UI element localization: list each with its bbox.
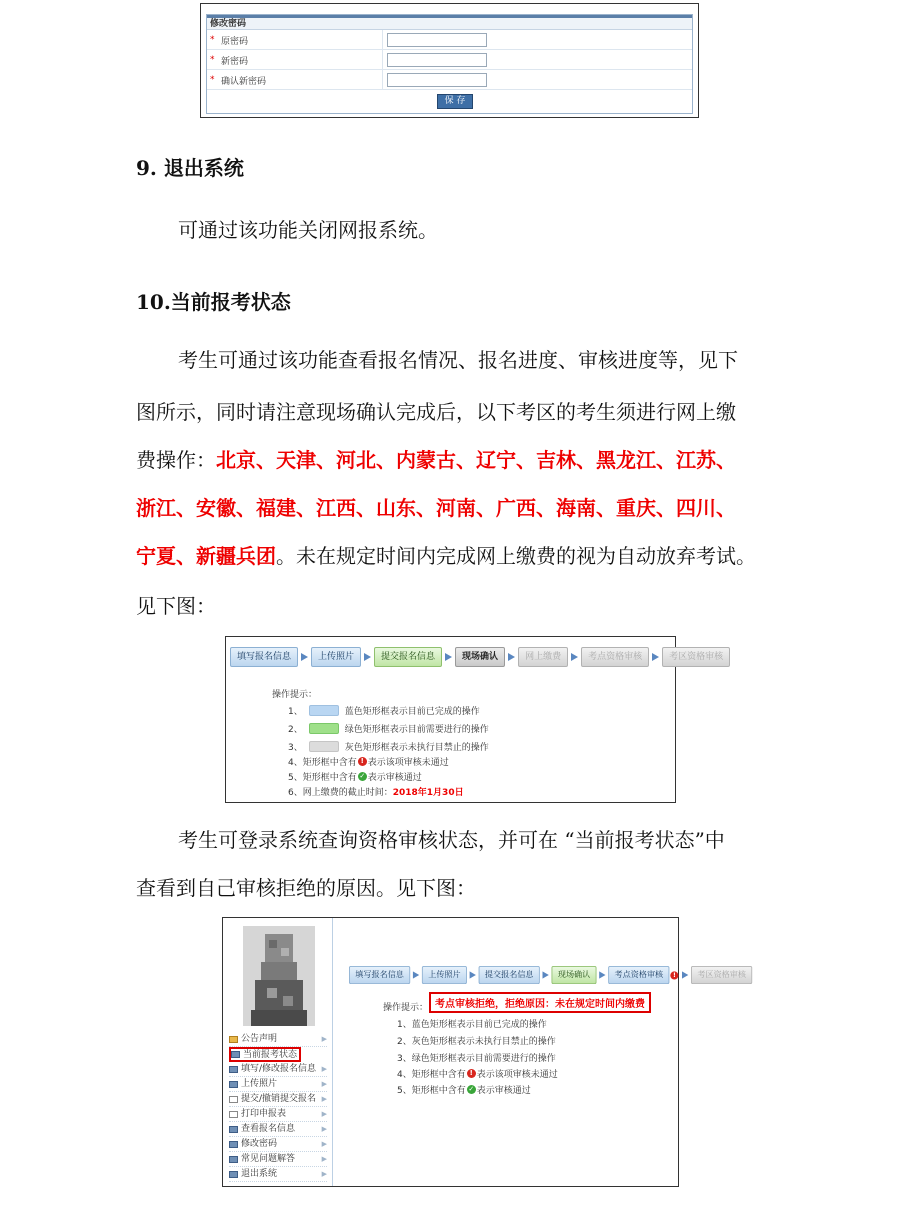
password-form-header: 修改密码: [207, 15, 692, 30]
menu-label: 修改密码: [241, 1139, 278, 1149]
tip-number: 1、: [397, 1020, 412, 1030]
menu-faq[interactable]: [229, 1152, 327, 1167]
step-upload-photo: 上传照片: [311, 647, 361, 667]
arrow-right-icon: [413, 971, 419, 978]
error-icon: !: [358, 757, 367, 766]
tip-number: 3、: [397, 1054, 412, 1064]
check-icon: ✓: [468, 1085, 475, 1093]
list-icon: [229, 1066, 238, 1073]
old-password-input[interactable]: [387, 33, 487, 47]
menu-upload-photo[interactable]: [229, 1077, 327, 1092]
tips-title: 操作提示：: [272, 690, 318, 700]
menu-label: 填写/修改报名信息: [241, 1064, 317, 1074]
tip-number: 4、: [397, 1070, 412, 1080]
payment-deadline: 2018年1月30日: [392, 788, 464, 798]
menu-change-password[interactable]: [229, 1137, 327, 1152]
section-10-line5: [136, 538, 776, 574]
tip-number: 2、: [288, 725, 303, 735]
tip-text: 表示该项审核未通过: [476, 1070, 558, 1080]
progress-steps: [230, 647, 730, 667]
tip-1: [288, 704, 480, 717]
save-button[interactable]: 保 存: [437, 94, 473, 109]
tip-text: 表示审核通过: [367, 773, 422, 783]
arrow-right-icon: [652, 653, 659, 661]
tip-text: 蓝色矩形框表示目前已完成的操作: [344, 707, 480, 717]
document-icon: [229, 1096, 238, 1103]
document-icon: [229, 1111, 238, 1118]
tips-title: 操作提示：: [383, 1003, 429, 1013]
required-mark: *: [210, 35, 215, 45]
menu-current-status[interactable]: [229, 1047, 301, 1062]
list-icon: [229, 1156, 238, 1163]
chevron-right-icon: ▶: [321, 1035, 327, 1043]
tip-6: [288, 785, 464, 798]
confirm-password-label: 确认新密码: [221, 77, 267, 87]
step-site-review: 考点资格审核: [581, 647, 649, 667]
chevron-right-icon: ▶: [321, 1095, 327, 1103]
new-password-label: 新密码: [221, 57, 249, 67]
chevron-right-icon: ▶: [321, 1110, 327, 1118]
region-list-1: 北京、天津、河北、内蒙古、辽宁、吉林、黑龙江、江苏、: [216, 448, 736, 472]
arrow-right-icon: [364, 653, 371, 661]
chevron-right-icon: ▶: [321, 1170, 327, 1178]
tip-3: [288, 740, 489, 753]
section-10-line3: [136, 442, 776, 478]
step-submit-info: 提交报名信息: [374, 647, 442, 667]
step-district-review: 考区资格审核: [691, 966, 752, 984]
tip-text: 表示审核通过: [476, 1086, 531, 1096]
menu-label: 当前报考状态: [243, 1049, 298, 1060]
step-onsite-confirm: 现场确认: [455, 647, 505, 667]
line5-suffix: 。未在规定时间内完成网上缴费的视为自动放弃考试。: [276, 544, 756, 568]
list-icon: [229, 1171, 238, 1178]
tip-number: 1、: [288, 707, 303, 717]
tip-number: 5、: [288, 773, 303, 783]
blue-swatch: [309, 705, 339, 716]
home-icon: [229, 1036, 238, 1043]
tip-text: 绿色矩形框表示目前需要进行的操作: [344, 725, 489, 735]
menu-label: 打印申报表: [241, 1109, 287, 1119]
tip-text: 网上缴费的截止时间：: [302, 788, 393, 798]
old-password-row: [207, 30, 692, 50]
tip-2: [397, 1034, 556, 1047]
tip-number: 5、: [397, 1086, 412, 1096]
menu-label: 退出系统: [241, 1169, 278, 1179]
chevron-right-icon: ▶: [321, 1065, 327, 1073]
password-form-screenshot: [200, 3, 699, 118]
menu-edit-info[interactable]: [229, 1062, 327, 1077]
arrow-right-icon: [470, 971, 476, 978]
para-after-line2: 查看到自己审核拒绝的原因。见下图：: [136, 876, 476, 900]
line3-prefix: 费操作：: [136, 448, 216, 472]
password-form: [206, 14, 693, 114]
list-icon: [229, 1141, 238, 1148]
confirm-password-input[interactable]: [387, 73, 487, 87]
green-swatch: [309, 723, 339, 734]
section-9-body: 可通过该功能关闭网报系统。: [178, 218, 438, 242]
para-after-line1: 考生可登录系统查询资格审核状态，并可在 “当前报考状态”中: [178, 828, 725, 852]
left-sidebar: [223, 918, 333, 1186]
list-icon: [229, 1081, 238, 1088]
required-mark: *: [210, 75, 215, 85]
step-district-review: 考区资格审核: [662, 647, 730, 667]
old-password-label: 原密码: [221, 37, 249, 47]
check-icon: ✓: [359, 772, 366, 780]
section-9-title: 9. 退出系统: [136, 156, 244, 180]
tip-text: 灰色矩形框表示未执行目禁止的操作: [411, 1037, 556, 1047]
new-password-row: [207, 50, 692, 70]
tip-5: [288, 770, 422, 783]
tip-text: 灰色矩形框表示未执行目禁止的操作: [344, 743, 489, 753]
tip-4: [397, 1067, 558, 1080]
tip-text: 矩形框中含有: [411, 1070, 466, 1080]
region-list-3: 宁夏、新疆兵团: [136, 544, 276, 568]
candidate-photo: [243, 926, 315, 1026]
arrow-right-icon: [543, 971, 549, 978]
chevron-right-icon: ▶: [321, 1080, 327, 1088]
chevron-right-icon: ▶: [321, 1125, 327, 1133]
step-fill-info: 填写报名信息: [349, 966, 410, 984]
rejection-screenshot: [222, 917, 746, 1187]
step-onsite-confirm: 现场确认: [552, 966, 597, 984]
arrow-right-icon: [301, 653, 308, 661]
tip-number: 3、: [288, 743, 303, 753]
section-10-line1: 考生可通过该功能查看报名情况、报名进度、审核进度等，见下: [178, 348, 738, 372]
step-fill-info: 填写报名信息: [230, 647, 298, 667]
menu-view-info[interactable]: [229, 1122, 327, 1137]
menu-label: 上传照片: [241, 1079, 278, 1089]
menu-label: 查看报名信息: [241, 1124, 296, 1134]
tip-text: 矩形框中含有: [302, 773, 357, 783]
chevron-right-icon: ▶: [321, 1155, 327, 1163]
tip-text: 矩形框中含有: [302, 758, 357, 768]
required-mark: *: [210, 55, 215, 65]
tip-4: [288, 755, 449, 768]
step-online-payment: 网上缴费: [518, 647, 568, 667]
gray-swatch: [309, 741, 339, 752]
tip-text: 表示该项审核未通过: [367, 758, 449, 768]
menu-announcements[interactable]: [229, 1032, 327, 1047]
error-icon: !: [670, 971, 678, 979]
error-icon: !: [467, 1069, 476, 1078]
section-10-line2: 图所示，同时请注意现场确认完成后，以下考区的考生须进行网上缴: [136, 400, 736, 424]
arrow-right-icon: [682, 971, 688, 978]
section-10-line6: 见下图：: [136, 594, 216, 618]
tip-number: 6、: [288, 788, 303, 798]
menu-submit-revoke[interactable]: [229, 1092, 327, 1107]
status-screenshot: [225, 636, 724, 803]
arrow-right-icon: [445, 653, 452, 661]
menu-label: 常见问题解答: [241, 1154, 296, 1164]
step-upload-photo: 上传照片: [422, 966, 467, 984]
tip-3: [397, 1051, 556, 1064]
chevron-right-icon: ▶: [321, 1140, 327, 1148]
arrow-right-icon: [571, 653, 578, 661]
menu-label: 提交/撤销提交报名: [241, 1094, 317, 1104]
menu-logout[interactable]: [229, 1167, 327, 1182]
tip-number: 2、: [397, 1037, 412, 1047]
tip-text: 矩形框中含有: [411, 1086, 466, 1096]
rejection-reason: 考点审核拒绝，拒绝原因：未在规定时间内缴费: [429, 992, 651, 1013]
step-site-review: 考点资格审核: [608, 966, 669, 984]
tip-1: [397, 1017, 547, 1030]
menu-label: 公告声明: [241, 1034, 278, 1044]
section-10-title: 10.当前报考状态: [136, 290, 291, 314]
list-icon: [231, 1051, 240, 1058]
confirm-password-row: [207, 70, 692, 90]
tip-2: [288, 722, 489, 735]
tip-number: 4、: [288, 758, 303, 768]
list-icon: [229, 1126, 238, 1133]
tip-5: [397, 1083, 531, 1096]
progress-steps: [349, 966, 752, 984]
step-submit-info: 提交报名信息: [479, 966, 540, 984]
tip-text: 绿色矩形框表示目前需要进行的操作: [411, 1054, 556, 1064]
region-list-2: 浙江、安徽、福建、江西、山东、河南、广西、海南、重庆、四川、: [136, 496, 736, 520]
arrow-right-icon: [599, 971, 605, 978]
arrow-right-icon: [508, 653, 515, 661]
tip-text: 蓝色矩形框表示目前已完成的操作: [411, 1020, 547, 1030]
menu-print-form[interactable]: [229, 1107, 327, 1122]
new-password-input[interactable]: [387, 53, 487, 67]
